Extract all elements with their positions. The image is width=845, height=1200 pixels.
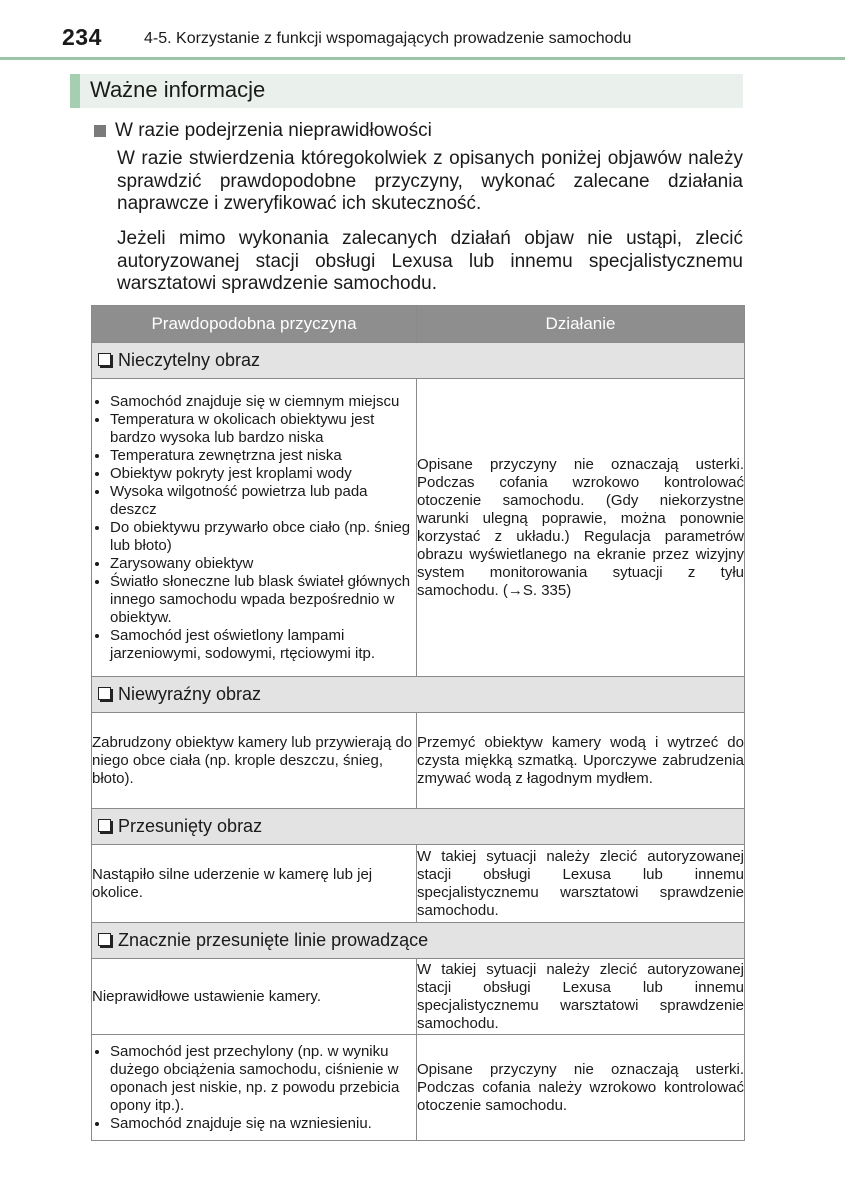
category-row [92, 677, 745, 713]
action-cell: Opisane przyczyny nie oznaczają usterki. Podczas cofania wzrokowo kontrolować otoczenie samochodu. (Gdy niekorzystne warunki ulegną poprawie, można ponownie korzystać z układu.) Regulacja parametrów obrazu wyświetlanego na ekranie przez wizyjny system monitorowania sytuacji z tyłu samochodu. (→S. 335) [417, 379, 745, 677]
category-title: Niewyraźny obraz [118, 684, 262, 704]
cause-cell: Zabrudzony obiektyw kamery lub przywierają do niego obce ciała (np. krople deszczu, śnieg, błoto). [92, 713, 417, 809]
list-item: • Samochód znajduje się na wzniesieniu. [110, 1115, 416, 1133]
list-item: • Samochód jest przechylony (np. w wyniku dużego obciążenia samochodu, ciśnienie w oponach jest niskie, np. z powodu przebicia opony itp.). [110, 1043, 416, 1115]
list-item: • Zarysowany obiektyw [110, 555, 416, 573]
list-item: • Światło słoneczne lub blask świateł głównych innego samochodu wpada bezpośrednio w obiektyw. [110, 573, 416, 627]
table-row [92, 379, 745, 677]
list-item: • Wysoka wilgotność powietrza lub pada deszcz [110, 483, 416, 519]
table-row [92, 1035, 745, 1141]
escalation-paragraph: Jeżeli mimo wykonania zalecanych działań objaw nie ustąpi, zlecić autoryzowanej stacji obsługi Lexusa lub innemu specjalistycznemu warsztatowi sprawdzenie samochodu. [117, 228, 743, 294]
header-divider [0, 57, 845, 60]
table-row [92, 845, 745, 923]
chapter-title: 4-5. Korzystanie z funkcji wspomagających prowadzenie samochodu [144, 30, 632, 47]
action-cell: W takiej sytuacji należy zlecić autoryzowanej stacji obsługi Lexusa lub innemu specjalistycznemu warsztatowi sprawdzenie samochodu. [417, 845, 745, 923]
subheading [94, 120, 432, 142]
list-item: • Obiektyw pokryty jest kroplami wody [110, 465, 416, 483]
category-row [92, 923, 745, 959]
table-header-row [92, 306, 745, 343]
checkbox-icon [98, 687, 111, 700]
section-title: Ważne informacje [90, 77, 266, 102]
checkbox-icon [98, 933, 111, 946]
list-item: • Samochód znajduje się w ciemnym miejscu [110, 393, 416, 411]
category-row [92, 343, 745, 379]
square-bullet-icon [94, 125, 106, 137]
list-item: • Do obiektywu przywarło obce ciało (np. śnieg lub błoto) [110, 519, 416, 555]
table-row [92, 959, 745, 1035]
list-item: • Temperatura w okolicach obiektywu jest bardzo wysoka lub bardzo niska [110, 411, 416, 447]
list-item: • Temperatura zewnętrzna jest niska [110, 447, 416, 465]
checkbox-icon [98, 353, 111, 366]
troubleshooting-table [91, 305, 745, 1141]
action-cell: Przemyć obiektyw kamery wodą i wytrzeć do czysta miękką szmatką. Uporczywe zabrudzenia zmywać wodą z łagodnym mydłem. [417, 713, 745, 809]
category-row [92, 809, 745, 845]
section-banner [70, 74, 743, 108]
category-title: Znacznie przesunięte linie prowadzące [118, 930, 429, 950]
cause-cell [92, 1035, 417, 1141]
page-number: 234 [62, 24, 102, 50]
header-cause: Prawdopodobna przyczyna [92, 306, 417, 343]
page-header [0, 0, 845, 60]
checkbox-icon [98, 819, 111, 832]
cause-cell [92, 379, 417, 677]
cause-cell: Nastąpiło silne uderzenie w kamerę lub jej okolice. [92, 845, 417, 923]
header-action: Działanie [417, 306, 745, 343]
category-title: Nieczytelny obraz [118, 350, 261, 370]
list-item: • Samochód jest oświetlony lampami jarzeniowymi, sodowymi, rtęciowymi itp. [110, 627, 416, 663]
cause-cell: Nieprawidłowe ustawienie kamery. [92, 959, 417, 1035]
table-row [92, 713, 745, 809]
action-cell: W takiej sytuacji należy zlecić autoryzowanej stacji obsługi Lexusa lub innemu specjalistycznemu warsztatowi sprawdzenie samochodu. [417, 959, 745, 1035]
intro-paragraph: W razie stwierdzenia któregokolwiek z opisanych poniżej objawów należy sprawdzić prawdopodobne przyczyny, wykonać zalecane działania naprawcze i zweryfikować ich skuteczność. [117, 148, 743, 214]
subheading-text: W razie podejrzenia nieprawidłowości [115, 120, 432, 141]
category-title: Przesunięty obraz [118, 816, 263, 836]
action-cell: Opisane przyczyny nie oznaczają usterki. Podczas cofania należy wzrokowo kontrolować otoczenie samochodu. [417, 1035, 745, 1141]
